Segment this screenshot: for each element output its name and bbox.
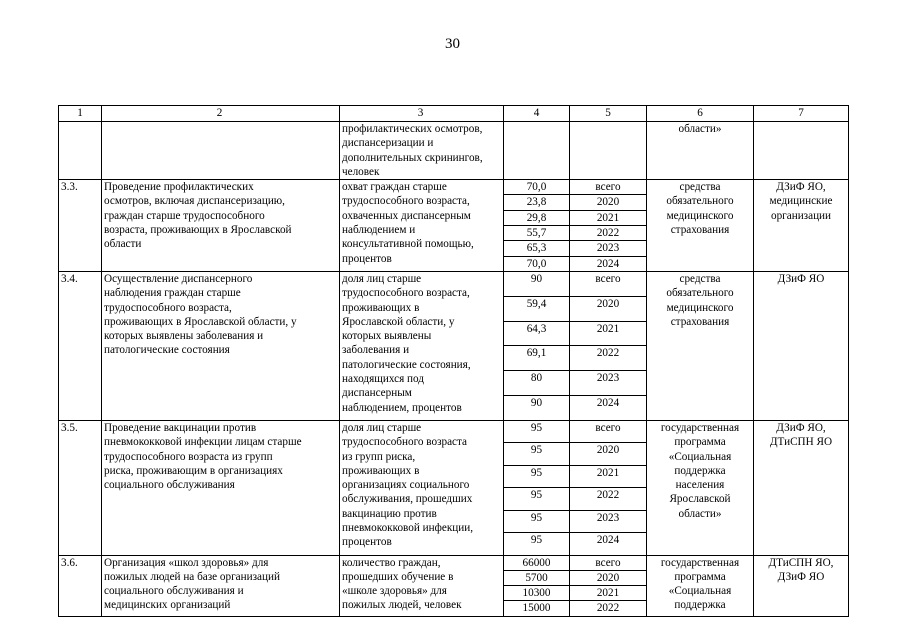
text-line: Осуществление диспансерного: [104, 272, 253, 285]
table-cell: [754, 122, 849, 180]
text-line: доля лиц старше: [342, 272, 422, 285]
text-line: диспансеризации и: [342, 137, 434, 150]
text-line: поддержка: [674, 599, 726, 612]
text-line: пожилых людей, человек: [342, 599, 462, 612]
value-cell: 70,0: [504, 256, 570, 271]
value-cell: 15000: [504, 601, 570, 616]
text-line: социального обслуживания: [104, 479, 235, 492]
period-cell: 2021: [570, 321, 647, 346]
text-line: «Социальная: [668, 585, 732, 598]
text-line: дополнительных скринингов,: [342, 151, 483, 164]
text-line: пневмококковой инфекции лицам старше: [104, 436, 302, 449]
text-line: государственная: [660, 421, 740, 434]
period-cell: 2023: [570, 371, 647, 396]
text-line: области: [104, 238, 142, 251]
text-line: трудоспособного возраста: [342, 436, 468, 449]
text-line: пожилых людей на базе организаций: [104, 570, 280, 583]
text-line: поддержка: [674, 464, 726, 477]
header-cell: 5: [570, 106, 647, 122]
text-line: риска, проживающим в организациях: [104, 464, 283, 477]
period-cell: 2022: [570, 601, 647, 616]
period-cell: 2024: [570, 396, 647, 421]
header-cell: 6: [647, 106, 754, 122]
page-number: 30: [445, 36, 460, 52]
text-line: обязательного: [666, 195, 734, 208]
period-cell: 2023: [570, 510, 647, 532]
text-line: населения: [675, 479, 725, 492]
text-line: ДТиСПН ЯО,: [768, 556, 834, 569]
period-cell: всего: [570, 420, 647, 442]
value-cell: 64,3: [504, 321, 570, 346]
funding-source: [647, 420, 754, 555]
text-line: патологические состояния,: [342, 358, 471, 371]
continuation-row: [59, 122, 849, 180]
header-cell: 2: [102, 106, 340, 122]
text-line: обязательного: [666, 287, 734, 300]
row-number: 3.3.: [59, 180, 102, 272]
table-cell: [59, 122, 102, 180]
text-line: процентов: [342, 536, 392, 549]
value-cell: 95: [504, 533, 570, 555]
text-line: области»: [678, 507, 722, 520]
header-cell: 7: [754, 106, 849, 122]
period-cell: 2020: [570, 195, 647, 210]
text-line: «школе здоровья» для: [342, 585, 447, 598]
measure-name: [102, 420, 340, 555]
text-line: трудоспособного возраста,: [104, 301, 232, 314]
text-line: проживающих в Ярославской области, у: [104, 315, 297, 328]
text-line: ДЗиФ ЯО: [777, 272, 825, 285]
value-cell: 70,0: [504, 180, 570, 195]
text-line: Организация «школ здоровья» для: [104, 556, 269, 569]
text-line: Проведение вакцинации против: [104, 421, 257, 434]
text-line: ДЗиФ ЯО,: [776, 181, 826, 194]
value-cell: 69,1: [504, 346, 570, 371]
value-cell: 95: [504, 510, 570, 532]
indicator: [340, 555, 504, 616]
text-line: из групп риска,: [342, 450, 416, 463]
header-cell: 3: [340, 106, 504, 122]
text-line: наблюдением и: [342, 224, 416, 237]
text-line: профилактических осмотров,: [342, 123, 483, 135]
text-line: страхования: [670, 224, 730, 237]
text-line: вакцинацию против: [342, 507, 437, 520]
funding-source: [647, 180, 754, 272]
text-line: средства: [679, 181, 721, 194]
period-cell: 2021: [570, 465, 647, 487]
text-line: процентов: [342, 252, 392, 265]
table-cell: [102, 122, 340, 180]
indicator: [340, 420, 504, 555]
text-line: трудоспособного возраста,: [342, 195, 470, 208]
text-line: проживающих в: [342, 464, 420, 477]
text-line: наблюдением, процентов: [342, 401, 462, 414]
table-cell: [647, 122, 754, 180]
executor: [754, 555, 849, 616]
measure-name: [102, 180, 340, 272]
period-cell: 2022: [570, 488, 647, 510]
text-line: Ярославской области, у: [342, 315, 455, 328]
value-cell: 95: [504, 443, 570, 465]
text-line: осмотров, включая диспансеризацию,: [104, 195, 285, 208]
text-line: количество граждан,: [342, 556, 441, 569]
text-line: пневмококковой инфекции,: [342, 522, 474, 535]
executor: [754, 180, 849, 272]
value-cell: 59,4: [504, 296, 570, 321]
period-cell: 2020: [570, 443, 647, 465]
text-line: патологические состояния: [104, 344, 230, 357]
value-cell: 23,8: [504, 195, 570, 210]
text-line: медицинского: [666, 209, 734, 222]
header-row: [59, 106, 849, 122]
text-line: трудоспособного возраста,: [342, 287, 470, 300]
value-cell: 55,7: [504, 226, 570, 241]
text-line: государственная: [660, 556, 740, 569]
row-number: 3.4.: [59, 271, 102, 420]
text-line: страхования: [670, 315, 730, 328]
text-line: охват граждан старше: [342, 181, 447, 194]
text-line: социального обслуживания и: [104, 585, 244, 598]
period-cell: 2024: [570, 533, 647, 555]
period-cell: 2020: [570, 570, 647, 585]
funding-source: [647, 271, 754, 420]
value-cell: 95: [504, 465, 570, 487]
text-line: которых выявлены: [342, 330, 432, 343]
text-line: организациях социального: [342, 479, 470, 492]
text-line: ДЗиФ ЯО,: [776, 421, 826, 434]
table-row: [59, 420, 849, 442]
table-cell: [340, 122, 504, 180]
value-cell: 90: [504, 271, 570, 296]
value-cell: 95: [504, 420, 570, 442]
period-cell: 2021: [570, 586, 647, 601]
text-line: охваченных диспансерным: [342, 209, 471, 222]
period-cell: 2022: [570, 346, 647, 371]
value-cell: 80: [504, 371, 570, 396]
text-line: трудоспособного возраста из групп: [104, 450, 273, 463]
period-cell: 2024: [570, 256, 647, 271]
text-line: ДТиСПН ЯО: [769, 436, 833, 449]
text-line: средства: [679, 272, 721, 285]
text-line: наблюдения граждан старше: [104, 287, 241, 300]
row-number: 3.6.: [59, 555, 102, 616]
text-line: диспансерным: [342, 387, 412, 400]
text-line: возраста, проживающих в Ярославской: [104, 224, 292, 237]
period-cell: 2021: [570, 210, 647, 225]
executor: [754, 420, 849, 555]
indicator: [340, 271, 504, 420]
header-cell: 4: [504, 106, 570, 122]
period-cell: 2023: [570, 241, 647, 256]
period-cell: 2020: [570, 296, 647, 321]
header-cell: 1: [59, 106, 102, 122]
text-line: Ярославской: [669, 493, 731, 506]
text-line: доля лиц старше: [342, 421, 422, 434]
period-cell: всего: [570, 555, 647, 570]
text-line: заболевания и: [342, 344, 410, 357]
text-line: граждан старше трудоспособного: [104, 209, 265, 222]
text-line: области»: [678, 123, 722, 135]
indicator: [340, 180, 504, 272]
text-line: программа: [674, 436, 726, 449]
table-row: [59, 271, 849, 296]
table-cell: [570, 122, 647, 180]
row-number: 3.5.: [59, 420, 102, 555]
text-line: «Социальная: [668, 450, 732, 463]
period-cell: всего: [570, 180, 647, 195]
period-cell: 2022: [570, 226, 647, 241]
text-line: медицинских организаций: [104, 599, 231, 612]
period-cell: всего: [570, 271, 647, 296]
value-cell: 95: [504, 488, 570, 510]
executor: [754, 271, 849, 420]
table-row: [59, 555, 849, 570]
value-cell: 90: [504, 396, 570, 421]
text-line: прошедших обучение в: [342, 570, 454, 583]
text-line: находящихся под: [342, 373, 424, 386]
value-cell: 66000: [504, 555, 570, 570]
value-cell: 29,8: [504, 210, 570, 225]
funding-source: [647, 555, 754, 616]
table-row: [59, 180, 849, 195]
text-line: программа: [674, 570, 726, 583]
measure-name: [102, 555, 340, 616]
text-line: которых выявлены заболевания и: [104, 330, 264, 343]
text-line: консультативной помощью,: [342, 238, 474, 251]
text-line: человек: [342, 165, 380, 178]
text-line: медицинские: [769, 195, 833, 208]
text-line: организации: [770, 209, 832, 222]
table-cell: [504, 122, 570, 180]
text-line: проживающих в: [342, 301, 420, 314]
text-line: ДЗиФ ЯО: [777, 570, 825, 583]
measure-name: [102, 271, 340, 420]
value-cell: 65,3: [504, 241, 570, 256]
text-line: Проведение профилактических: [104, 181, 254, 194]
value-cell: 10300: [504, 586, 570, 601]
measures-table: [58, 105, 849, 617]
text-line: медицинского: [666, 301, 734, 314]
value-cell: 5700: [504, 570, 570, 585]
text-line: обслуживания, прошедших: [342, 493, 473, 506]
